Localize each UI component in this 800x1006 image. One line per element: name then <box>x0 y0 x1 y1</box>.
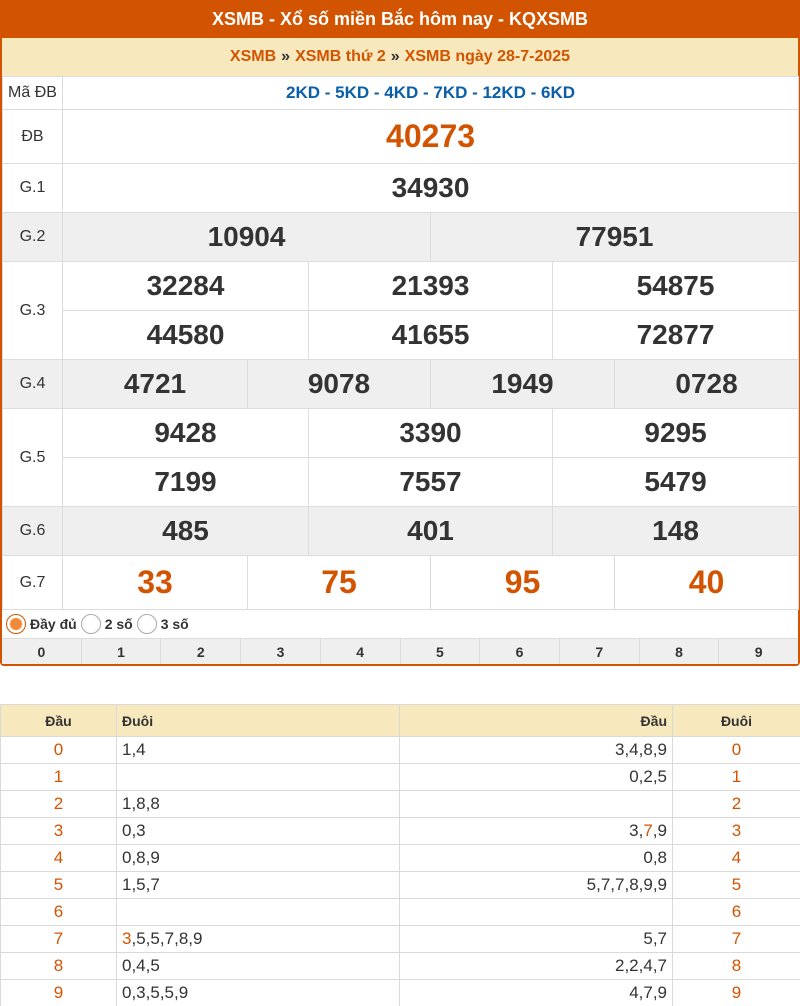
loto-head-digit: 8 <box>1 953 117 980</box>
table-row <box>1 818 800 845</box>
breadcrumb-separator: » <box>390 48 400 65</box>
loto-header-head: Đầu <box>1 705 117 737</box>
option-3-digits[interactable] <box>137 614 189 634</box>
loto-head-digit: 5 <box>1 872 117 899</box>
loto-tail-digit: 2 <box>673 791 800 818</box>
prize-g5-number: 7199 <box>154 466 217 497</box>
digit-button-4[interactable]: 4 <box>321 639 401 664</box>
prize-g7-number: 33 <box>137 564 173 600</box>
ma-db-value: 2KD - 5KD - 4KD - 7KD - 12KD - 6KD <box>286 83 576 102</box>
prize-g4-number: 9078 <box>307 368 371 399</box>
prize-g7-number: 95 <box>504 564 541 600</box>
prize-label-g1: G.1 <box>3 164 63 213</box>
loto-head-values: 0,2,5 <box>400 764 673 791</box>
loto-tail-values: 1,5,7 <box>117 872 400 899</box>
digit-button-5[interactable]: 5 <box>401 639 481 664</box>
loto-head-values: 5,7,7,8,9,9 <box>400 872 673 899</box>
loto-tail-digit: 7 <box>673 926 800 953</box>
loto-head-values <box>400 899 673 926</box>
loto-tail-digit: 9 <box>673 980 800 1006</box>
prize-g7-number: 75 <box>321 564 357 600</box>
digit-button-3[interactable]: 3 <box>241 639 321 664</box>
breadcrumb-link-xsmb[interactable]: XSMB <box>229 48 277 65</box>
loto-body <box>1 737 800 1006</box>
table-row <box>1 953 800 980</box>
prize-g3-number: 44580 <box>146 319 225 350</box>
digit-button-0[interactable]: 0 <box>2 639 82 664</box>
loto-header-tail: Đuôi <box>673 705 800 737</box>
prize-label-g3: G.3 <box>3 262 63 360</box>
loto-head-values: 3,4,8,9 <box>400 737 673 764</box>
table-row <box>1 980 800 1006</box>
radio-icon-selected[interactable] <box>6 614 26 634</box>
breadcrumb-link-date[interactable]: XSMB ngày 28-7-2025 <box>404 48 571 65</box>
loto-tail-values: 0,4,5 <box>117 953 400 980</box>
digit-button-1[interactable]: 1 <box>82 639 162 664</box>
loto-head-digit: 6 <box>1 899 117 926</box>
prize-g4-number: 1949 <box>491 368 554 399</box>
digit-button-2[interactable]: 2 <box>161 639 241 664</box>
loto-head-values: 0,8 <box>400 845 673 872</box>
breadcrumb-link-weekday[interactable]: XSMB thứ 2 <box>295 48 386 65</box>
table-row <box>1 764 800 791</box>
prize-label-g6: G.6 <box>3 507 63 556</box>
loto-header-head: Đầu <box>400 705 673 737</box>
prize-label-db: ĐB <box>3 110 63 164</box>
prize-g4-number: 0728 <box>675 368 738 399</box>
loto-tail-digit: 1 <box>673 764 800 791</box>
digit-button-6[interactable]: 6 <box>480 639 560 664</box>
option-label: Đầy đủ <box>30 616 77 632</box>
prize-g5-number: 7557 <box>399 466 462 497</box>
option-label: 3 số <box>160 616 189 632</box>
loto-head-values <box>400 791 673 818</box>
prize-label-g7: G.7 <box>3 556 63 610</box>
prize-g4-number: 4721 <box>123 368 187 399</box>
loto-tail-digit: 5 <box>673 872 800 899</box>
loto-tail-values: 0,8,9 <box>117 845 400 872</box>
prize-g6-number: 401 <box>407 515 454 546</box>
loto-tail-digit: 8 <box>673 953 800 980</box>
loto-tail-digit: 3 <box>673 818 800 845</box>
radio-icon[interactable] <box>81 614 101 634</box>
prize-g3-number: 41655 <box>391 319 470 350</box>
table-row <box>1 926 800 953</box>
prize-label-g2: G.2 <box>3 213 63 262</box>
prize-g6-number: 148 <box>652 515 699 546</box>
breadcrumb <box>2 38 798 76</box>
prize-g2-number: 10904 <box>207 221 286 252</box>
prize-g1-number: 34930 <box>391 172 470 203</box>
loto-tail-digit: 6 <box>673 899 800 926</box>
loto-head-values: 2,2,4,7 <box>400 953 673 980</box>
table-row <box>1 899 800 926</box>
table-row <box>1 737 800 764</box>
loto-head-digit: 0 <box>1 737 117 764</box>
prize-g6-number: 485 <box>162 515 209 546</box>
display-options <box>2 610 798 638</box>
prize-g5-number: 9295 <box>644 417 707 448</box>
table-row <box>1 845 800 872</box>
prize-g5-number: 3390 <box>399 417 462 448</box>
prize-g3-number: 32284 <box>146 270 225 301</box>
loto-head-digit: 3 <box>1 818 117 845</box>
prize-label-g4: G.4 <box>3 360 63 409</box>
loto-head-values: 3,7,9 <box>400 818 673 845</box>
loto-tail-digit: 0 <box>673 737 800 764</box>
loto-tail-values: 1,8,8 <box>117 791 400 818</box>
prize-db-number: 40273 <box>386 118 476 154</box>
prize-g5-number: 5479 <box>644 466 707 497</box>
loto-tail-values: 1,4 <box>117 737 400 764</box>
page-title: XSMB - Xổ số miền Bắc hôm nay - KQXSMB <box>0 0 800 38</box>
loto-tail-values <box>117 899 400 926</box>
loto-tail-values: 3,5,5,7,8,9 <box>117 926 400 953</box>
table-row <box>1 872 800 899</box>
prize-g7-number: 40 <box>688 564 725 600</box>
loto-header-tail: Đuôi <box>117 705 400 737</box>
loto-tail-digit: 4 <box>673 845 800 872</box>
table-row <box>1 791 800 818</box>
prize-g2-number: 77951 <box>575 221 654 252</box>
loto-head-digit: 2 <box>1 791 117 818</box>
prize-g5-number: 9428 <box>154 417 217 448</box>
loto-tail-values: 0,3,5,5,9 <box>117 980 400 1006</box>
loto-head-values: 4,7,9 <box>400 980 673 1006</box>
result-table <box>2 76 799 610</box>
digit-button-9[interactable]: 9 <box>754 643 763 660</box>
loto-head-digit: 1 <box>1 764 117 791</box>
digit-button-7[interactable]: 7 <box>560 639 640 664</box>
loto-head-digit: 4 <box>1 845 117 872</box>
ma-db-label: Mã ĐB <box>3 77 63 110</box>
breadcrumb-separator: » <box>281 48 291 65</box>
digit-filter-bar <box>2 638 798 664</box>
prize-g3-number: 54875 <box>636 270 715 301</box>
option-2-digits[interactable] <box>81 614 133 634</box>
loto-head-digit: 9 <box>1 980 117 1006</box>
prize-g3-number: 72877 <box>636 319 715 350</box>
option-label: 2 số <box>104 616 133 632</box>
radio-icon[interactable] <box>137 614 157 634</box>
loto-head-digit: 7 <box>1 926 117 953</box>
option-full[interactable] <box>6 614 77 634</box>
loto-table <box>0 704 800 1006</box>
loto-head-values: 5,7 <box>400 926 673 953</box>
prize-g3-number: 21393 <box>391 270 470 301</box>
loto-tail-values: 0,3 <box>117 818 400 845</box>
prize-label-g5: G.5 <box>3 409 63 507</box>
loto-tail-values <box>117 764 400 791</box>
digit-button-8[interactable]: 8 <box>640 639 720 664</box>
